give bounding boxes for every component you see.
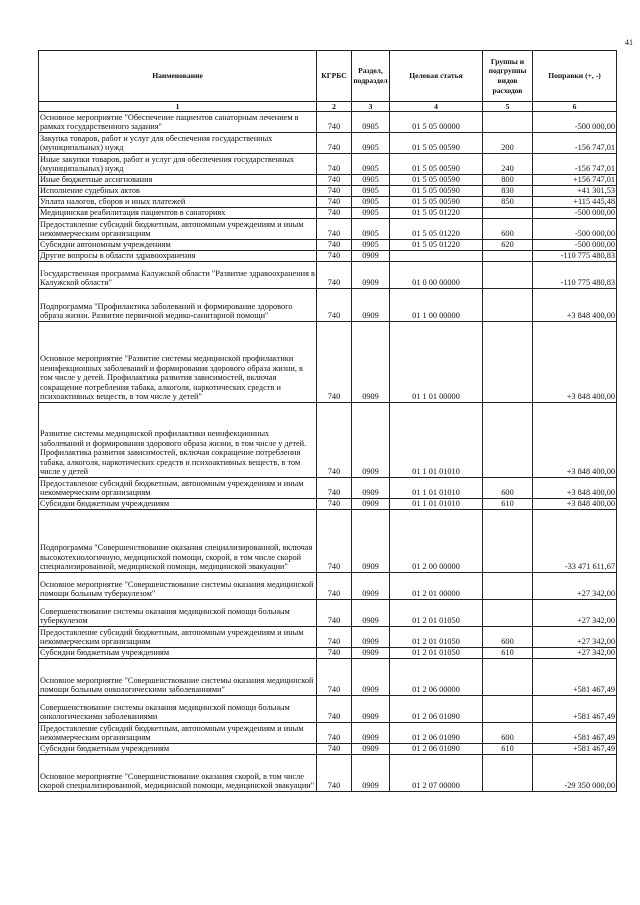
- table-row: [39, 600, 617, 627]
- row-section: 0905: [352, 175, 390, 186]
- row-section: 0909: [352, 755, 390, 792]
- row-article: 01 1 01 01010: [390, 403, 483, 478]
- row-group: [483, 262, 533, 289]
- row-kgrbs: 740: [317, 627, 352, 648]
- row-article: 01 2 01 00000: [390, 573, 483, 600]
- row-name: Субсидии бюджетным учреждениям: [39, 499, 317, 510]
- row-kgrbs: 740: [317, 112, 352, 133]
- row-kgrbs: 740: [317, 219, 352, 240]
- row-amount: +156 747,01: [533, 175, 617, 186]
- row-group: 600: [483, 627, 533, 648]
- row-kgrbs: 740: [317, 262, 352, 289]
- row-section: 0909: [352, 403, 390, 478]
- row-article: 01 2 01 01050: [390, 600, 483, 627]
- row-section: 0909: [352, 289, 390, 322]
- row-section: 0909: [352, 499, 390, 510]
- row-article: 01 2 06 01090: [390, 723, 483, 744]
- row-section: 0905: [352, 208, 390, 219]
- row-group: [483, 510, 533, 573]
- row-group: [483, 403, 533, 478]
- table-row: [39, 240, 617, 251]
- row-group: [483, 696, 533, 723]
- row-section: 0909: [352, 322, 390, 403]
- header-article: Целевая статья: [390, 51, 483, 102]
- row-name: Государственная программа Калужской области "Развитие здравоохранения в Калужской области": [39, 262, 317, 289]
- row-kgrbs: 740: [317, 322, 352, 403]
- row-kgrbs: 740: [317, 696, 352, 723]
- row-section: 0905: [352, 240, 390, 251]
- page-number: 41: [625, 38, 633, 47]
- row-group: 610: [483, 648, 533, 659]
- table-row: [39, 208, 617, 219]
- table-row: [39, 499, 617, 510]
- column-index: 5: [483, 102, 533, 112]
- row-article: 01 2 01 01050: [390, 627, 483, 648]
- table-row: [39, 154, 617, 175]
- row-amount: +3 848 400,00: [533, 499, 617, 510]
- row-amount: -500 000,00: [533, 208, 617, 219]
- row-group: [483, 112, 533, 133]
- row-group: [483, 208, 533, 219]
- row-section: 0909: [352, 600, 390, 627]
- row-group: 800: [483, 175, 533, 186]
- table-row: [39, 197, 617, 208]
- row-kgrbs: 740: [317, 208, 352, 219]
- row-kgrbs: 740: [317, 175, 352, 186]
- table-row: [39, 755, 617, 792]
- row-section: 0909: [352, 744, 390, 755]
- row-name: Иные закупки товаров, работ и услуг для обеспечения государственных (муниципальных) нужд: [39, 154, 317, 175]
- row-name: Иные бюджетные ассигнования: [39, 175, 317, 186]
- row-kgrbs: 740: [317, 499, 352, 510]
- row-group: [483, 289, 533, 322]
- row-kgrbs: 740: [317, 240, 352, 251]
- row-amount: +581 467,49: [533, 696, 617, 723]
- row-article: 01 1 00 00000: [390, 289, 483, 322]
- row-article: 01 2 06 01090: [390, 744, 483, 755]
- row-article: 01 0 00 00000: [390, 262, 483, 289]
- row-kgrbs: 740: [317, 659, 352, 696]
- row-group: 610: [483, 499, 533, 510]
- row-section: 0909: [352, 573, 390, 600]
- row-kgrbs: 740: [317, 197, 352, 208]
- table-row: [39, 112, 617, 133]
- row-amount: +27 342,00: [533, 573, 617, 600]
- row-amount: +581 467,49: [533, 723, 617, 744]
- row-group: 600: [483, 478, 533, 499]
- row-section: 0905: [352, 133, 390, 154]
- row-amount: +27 342,00: [533, 600, 617, 627]
- table-row: [39, 322, 617, 403]
- row-kgrbs: 740: [317, 154, 352, 175]
- table-row: [39, 723, 617, 744]
- row-article: 01 5 05 01220: [390, 240, 483, 251]
- table-body: [39, 112, 617, 792]
- row-section: 0905: [352, 112, 390, 133]
- row-name: Субсидии бюджетным учреждениям: [39, 744, 317, 755]
- row-amount: +27 342,00: [533, 627, 617, 648]
- row-name: Предоставление субсидий бюджетным, автономным учреждениям и иным некоммерческим организациям: [39, 627, 317, 648]
- row-amount: +3 848 400,00: [533, 403, 617, 478]
- row-kgrbs: 740: [317, 600, 352, 627]
- row-name: Подпрограмма "Профилактика заболеваний и формирование здорового образа жизни. Развитие первичной медико-санитарной помощи": [39, 289, 317, 322]
- row-name: Субсидии автономным учреждениям: [39, 240, 317, 251]
- column-index: 2: [317, 102, 352, 112]
- row-article: 01 5 05 00590: [390, 154, 483, 175]
- table-row: [39, 744, 617, 755]
- column-index: 6: [533, 102, 617, 112]
- row-name: Основное мероприятие "Совершенствование системы оказания медицинской помощи больным туберкулезом": [39, 573, 317, 600]
- row-name: Субсидии бюджетным учреждениям: [39, 648, 317, 659]
- row-name: Медицинская реабилитация пациентов в санаториях: [39, 208, 317, 219]
- row-amount: +41 301,53: [533, 186, 617, 197]
- row-group: [483, 322, 533, 403]
- column-index: 4: [390, 102, 483, 112]
- row-name: Основное мероприятие "Развитие системы медицинской профилактики неинфекционных заболеваний и формирования здорового образа жизни, в том числе у детей. Профилактика развития зависимостей, включая сокращение потребления табака, алкоголя, наркотических средств и психоактивных веществ, в том числе у детей": [39, 322, 317, 403]
- row-kgrbs: 740: [317, 478, 352, 499]
- row-article: 01 2 01 01050: [390, 648, 483, 659]
- table-row: [39, 403, 617, 478]
- row-name: Другие вопросы в области здравоохранения: [39, 251, 317, 262]
- row-kgrbs: 740: [317, 755, 352, 792]
- header-kgrbs: КГРБС: [317, 51, 352, 102]
- row-section: 0909: [352, 659, 390, 696]
- table-row: [39, 659, 617, 696]
- table-row: [39, 573, 617, 600]
- row-article: 01 5 05 00590: [390, 186, 483, 197]
- row-kgrbs: 740: [317, 251, 352, 262]
- header-groups: Группы и подгруппы видов расходов: [483, 51, 533, 102]
- row-amount: +3 848 400,00: [533, 322, 617, 403]
- row-section: 0905: [352, 219, 390, 240]
- row-article: 01 5 05 00590: [390, 133, 483, 154]
- row-section: 0909: [352, 723, 390, 744]
- row-section: 0909: [352, 627, 390, 648]
- row-amount: +27 342,00: [533, 648, 617, 659]
- row-group: [483, 600, 533, 627]
- row-amount: +115 445,48: [533, 197, 617, 208]
- row-name: Предоставление субсидий бюджетным, автономным учреждениям и иным некоммерческим организациям: [39, 478, 317, 499]
- table-row: [39, 696, 617, 723]
- row-section: 0905: [352, 186, 390, 197]
- column-index: 3: [352, 102, 390, 112]
- row-kgrbs: 740: [317, 723, 352, 744]
- row-article: 01 5 05 01220: [390, 208, 483, 219]
- row-name: Уплата налогов, сборов и иных платежей: [39, 197, 317, 208]
- row-amount: -33 471 611,67: [533, 510, 617, 573]
- row-section: 0909: [352, 648, 390, 659]
- row-section: 0905: [352, 154, 390, 175]
- row-group: [483, 251, 533, 262]
- row-amount: -500 000,00: [533, 219, 617, 240]
- row-amount: -500 000,00: [533, 112, 617, 133]
- row-name: Совершенствование системы оказания медицинской помощи больным онкологическими заболеваниями: [39, 696, 317, 723]
- row-name: Закупка товаров, работ и услуг для обеспечения государственных (муниципальных) нужд: [39, 133, 317, 154]
- row-kgrbs: 740: [317, 403, 352, 478]
- table-row: [39, 262, 617, 289]
- table-row: [39, 186, 617, 197]
- column-index: 1: [39, 102, 317, 112]
- row-amount: +581 467,49: [533, 659, 617, 696]
- row-article: 01 5 05 00000: [390, 112, 483, 133]
- row-kgrbs: 740: [317, 573, 352, 600]
- row-article: 01 1 01 01010: [390, 499, 483, 510]
- header-name: Наименование: [39, 51, 317, 102]
- table-header-row: [39, 51, 617, 102]
- row-amount: -156 747,01: [533, 154, 617, 175]
- row-group: [483, 659, 533, 696]
- row-article: 01 2 07 00000: [390, 755, 483, 792]
- row-name: Исполнение судебных актов: [39, 186, 317, 197]
- row-name: Подпрограмма "Совершенствование оказания специализированной, включая высокотехнологичную, медицинской помощи, скорой, в том числе скорой специализированной, медицинской помощи, медицинской эвакуации": [39, 510, 317, 573]
- row-amount: +3 848 400,00: [533, 478, 617, 499]
- row-section: 0909: [352, 251, 390, 262]
- row-article: 01 2 06 01090: [390, 696, 483, 723]
- table-row: [39, 648, 617, 659]
- row-name: Предоставление субсидий бюджетным, автономным учреждениям и иным некоммерческим организациям: [39, 723, 317, 744]
- row-article: 01 5 05 00590: [390, 175, 483, 186]
- row-article: 01 2 00 00000: [390, 510, 483, 573]
- table-row: [39, 510, 617, 573]
- row-amount: +3 848 400,00: [533, 289, 617, 322]
- header-amount: Поправки (+, -): [533, 51, 617, 102]
- table-row: [39, 627, 617, 648]
- row-group: 620: [483, 240, 533, 251]
- row-amount: +581 467,49: [533, 744, 617, 755]
- row-article: 01 5 05 01220: [390, 219, 483, 240]
- row-group: 200: [483, 133, 533, 154]
- row-amount: -156 747,01: [533, 133, 617, 154]
- row-article: [390, 251, 483, 262]
- row-section: 0905: [352, 197, 390, 208]
- row-group: 600: [483, 219, 533, 240]
- row-kgrbs: 740: [317, 133, 352, 154]
- row-kgrbs: 740: [317, 510, 352, 573]
- table-row: [39, 251, 617, 262]
- row-kgrbs: 740: [317, 186, 352, 197]
- row-name: Развитие системы медицинской профилактики неинфекционных заболеваний и формирования здорового образа жизни, в том числе у детей. Профилактика развития зависимостей, включая сокращение потребления табака, алкоголя, наркотических средств и психоактивных веществ, в том числе у детей: [39, 403, 317, 478]
- row-kgrbs: 740: [317, 648, 352, 659]
- row-article: 01 2 06 00000: [390, 659, 483, 696]
- row-name: Предоставление субсидий бюджетным, автономным учреждениям и иным некоммерческим организациям: [39, 219, 317, 240]
- table-row: [39, 175, 617, 186]
- budget-amendments-table: [38, 50, 617, 792]
- row-amount: -110 775 480,83: [533, 251, 617, 262]
- row-name: Основное мероприятие "Совершенствование системы оказания медицинской помощи больным онкологическими заболеваниями": [39, 659, 317, 696]
- row-kgrbs: 740: [317, 744, 352, 755]
- row-section: 0909: [352, 478, 390, 499]
- table-row: [39, 219, 617, 240]
- header-section: Раздел, подраздел: [352, 51, 390, 102]
- row-group: [483, 755, 533, 792]
- row-amount: -29 350 000,00: [533, 755, 617, 792]
- table-row: [39, 289, 617, 322]
- table-row: [39, 478, 617, 499]
- column-index-row: [39, 102, 617, 112]
- row-amount: -500 000,00: [533, 240, 617, 251]
- row-group: 240: [483, 154, 533, 175]
- row-name: Основное мероприятие "Обеспечение пациентов санаторным лечением в рамках государственного задания": [39, 112, 317, 133]
- row-section: 0909: [352, 262, 390, 289]
- row-section: 0909: [352, 510, 390, 573]
- row-article: 01 1 01 01010: [390, 478, 483, 499]
- row-section: 0909: [352, 696, 390, 723]
- row-group: 600: [483, 723, 533, 744]
- row-article: 01 5 05 00590: [390, 197, 483, 208]
- row-name: Совершенствование системы оказания медицинской помощи больным туберкулезом: [39, 600, 317, 627]
- row-group: 610: [483, 744, 533, 755]
- row-group: 850: [483, 197, 533, 208]
- table-row: [39, 133, 617, 154]
- row-group: [483, 573, 533, 600]
- row-group: 830: [483, 186, 533, 197]
- row-amount: -110 775 480,83: [533, 262, 617, 289]
- row-article: 01 1 01 00000: [390, 322, 483, 403]
- row-kgrbs: 740: [317, 289, 352, 322]
- row-name: Основное мероприятие "Совершенствование оказания скорой, в том числе скорой специализированной, медицинской помощи, медицинской эвакуации": [39, 755, 317, 792]
